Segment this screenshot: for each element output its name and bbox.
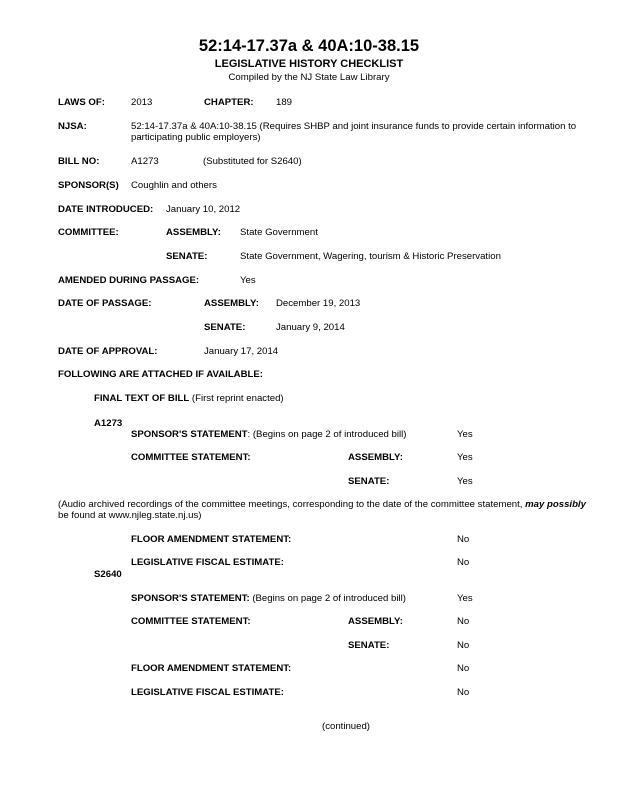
continued-note: (continued) [322,721,370,732]
committee-assembly-label: ASSEMBLY: [166,227,221,238]
s2640-fiscal-label: LEGISLATIVE FISCAL ESTIMATE: [131,687,284,698]
audio-note-emphasis: may possibly [525,499,586,510]
final-text-label: FINAL TEXT OF BILL [94,393,190,404]
a1273-sponsor-value: Yes [457,429,473,440]
s2640-fiscal-value: No [457,687,470,698]
s2640-sponsor-value: Yes [457,593,473,604]
passage-senate-label: SENATE: [204,322,246,333]
audio-note-line1 [58,499,586,511]
njsa-value-line2: participating public employers) [131,132,261,143]
final-text-note: (First reprint enacted) [189,393,284,404]
passage-senate-value: January 9, 2014 [276,322,345,333]
date-of-approval-label: DATE OF APPROVAL: [58,346,158,357]
a1273-fiscal-label: LEGISLATIVE FISCAL ESTIMATE: [131,557,284,568]
amended-value: Yes [240,275,256,286]
s2640-senate-value: No [457,640,470,651]
a1273-floor-label: FLOOR AMENDMENT STATEMENT: [131,534,292,545]
committee-senate-value: State Government, Wagering, tourism & Historic Preservation [240,251,501,262]
s2640-assembly-value: No [457,616,470,627]
a1273-senate-label: SENATE: [348,476,390,487]
bill-no-value: A1273 [131,156,159,167]
s2640-bill-label: S2640 [94,569,122,580]
a1273-assembly-label: ASSEMBLY: [348,452,403,463]
date-of-approval-value: January 17, 2014 [204,346,279,357]
chapter-value: 189 [276,97,293,108]
s2640-sponsor-row [131,593,406,605]
chapter-label: CHAPTER: [204,97,254,108]
document-title: 52:14-17.37a & 40A:10-38.15 [198,37,420,55]
passage-assembly-label: ASSEMBLY: [204,298,259,309]
s2640-committee-label: COMMITTEE STATEMENT: [131,616,251,627]
date-of-passage-label: DATE OF PASSAGE: [58,298,152,309]
amended-label: AMENDED DURING PASSAGE: [58,275,200,286]
a1273-sponsor-row [131,429,406,441]
a1273-bill-label: A1273 [94,418,123,429]
s2640-senate-label: SENATE: [348,640,390,651]
a1273-sponsor-label: SPONSOR'S STATEMENT [131,429,248,440]
njsa-value-line1: 52:14-17.37a & 40A:10-38.15 (Requires SHBP and joint insurance funds to provide certain information to [131,121,577,132]
a1273-assembly-value: Yes [457,452,473,463]
a1273-senate-value: Yes [457,476,473,487]
a1273-floor-value: No [457,534,470,545]
date-introduced-label: DATE INTRODUCED: [58,204,154,215]
s2640-sponsor-label: SPONSOR'S STATEMENT: [131,593,250,604]
committee-senate-label: SENATE: [166,251,208,262]
s2640-sponsor-note: (Begins on page 2 of introduced bill) [249,593,406,604]
committee-label: COMMITTEE: [58,227,119,238]
audio-note-line2: be found at www.njleg.state.nj.us) [58,510,202,521]
s2640-floor-label: FLOOR AMENDMENT STATEMENT: [131,663,292,674]
committee-assembly-value: State Government [240,227,318,238]
attached-heading: FOLLOWING ARE ATTACHED IF AVAILABLE: [58,369,263,380]
substituted-for: (Substituted for S2640) [203,156,302,167]
final-text-row [94,393,284,405]
a1273-fiscal-value: No [457,557,470,568]
laws-of-value: 2013 [131,97,153,108]
s2640-assembly-label: ASSEMBLY: [348,616,403,627]
date-introduced-value: January 10, 2012 [166,204,241,215]
compiled-by: Compiled by the NJ State Law Library [228,72,390,83]
passage-assembly-value: December 19, 2013 [276,298,361,309]
sponsors-label: SPONSOR(S) [58,180,119,191]
audio-note-text: (Audio archived recordings of the committee meetings, corresponding to the date of the committee statement, [58,499,526,510]
a1273-committee-label: COMMITTEE STATEMENT: [131,452,251,463]
sponsors-value: Coughlin and others [131,180,217,191]
bill-no-label: BILL NO: [58,156,100,167]
s2640-floor-value: No [457,663,470,674]
laws-of-label: LAWS OF: [58,97,105,108]
document-subtitle: LEGISLATIVE HISTORY CHECKLIST [214,58,404,70]
njsa-label: NJSA: [58,121,87,132]
a1273-sponsor-note: : (Begins on page 2 of introduced bill) [247,429,407,440]
